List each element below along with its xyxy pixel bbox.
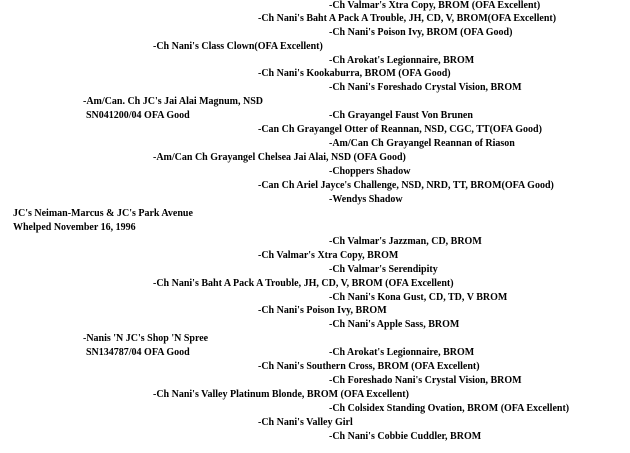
dam-dam: -Ch Nani's Valley Platinum Blonde, BROM (OFA Excellent) bbox=[153, 389, 409, 400]
dam-name: -Nanis 'N JC's Shop 'N Spree bbox=[83, 333, 209, 344]
whelped-date: Whelped November 16, 1996 bbox=[13, 222, 136, 233]
sire-dam-sire-dam: -Am/Can Ch Grayangel Reannan of Riason bbox=[329, 138, 515, 149]
dog-name: JC's Neiman-Marcus & JC's Park Avenue bbox=[13, 208, 193, 219]
sire-sire-sire-sire: -Ch Valmar's Xtra Copy, BROM (OFA Excellent) bbox=[329, 0, 541, 11]
dam-sire-dam: -Ch Nani's Poison Ivy, BROM bbox=[258, 305, 387, 316]
dam-sire-sire-dam: -Ch Valmar's Serendipity bbox=[329, 264, 438, 275]
sire-sire-dam: -Ch Nani's Kookaburra, BROM (OFA Good) bbox=[258, 68, 451, 79]
dam-sire-sire: -Ch Valmar's Xtra Copy, BROM bbox=[258, 250, 399, 261]
dam-sire: -Ch Nani's Baht A Pack A Trouble, JH, CD, V, BROM (OFA Excellent) bbox=[153, 278, 454, 289]
dam-dam-sire-dam: -Ch Foreshado Nani's Crystal Vision, BROM bbox=[329, 375, 522, 386]
dam-sire-dam-sire: -Ch Nani's Kona Gust, CD, TD, V BROM bbox=[329, 292, 508, 303]
dam-dam-dam-sire: -Ch Colsidex Standing Ovation, BROM (OFA Excellent) bbox=[329, 403, 570, 414]
sire-sire-sire: -Ch Nani's Baht A Pack A Trouble, JH, CD, V, BROM(OFA Excellent) bbox=[258, 13, 557, 24]
dam-sire-sire-sire: -Ch Valmar's Jazzman, CD, BROM bbox=[329, 236, 482, 247]
sire-dam-dam: -Can Ch Ariel Jayce's Challenge, NSD, NRD, TT, BROM(OFA Good) bbox=[258, 180, 554, 191]
sire-sire-sire-dam: -Ch Nani's Poison Ivy, BROM (OFA Good) bbox=[329, 27, 513, 38]
sire-sire-dam-sire: -Ch Arokat's Legionnaire, BROM bbox=[329, 55, 475, 66]
sire-dam-sire: -Can Ch Grayangel Otter of Reannan, NSD, CGC, TT(OFA Good) bbox=[258, 124, 542, 135]
dam-registration: SN134787/04 OFA Good bbox=[86, 347, 190, 358]
sire-registration: SN041200/04 OFA Good bbox=[86, 110, 190, 121]
dam-dam-sire: -Ch Nani's Southern Cross, BROM (OFA Excellent) bbox=[258, 361, 480, 372]
dam-dam-sire-sire: -Ch Arokat's Legionnaire, BROM bbox=[329, 347, 475, 358]
dam-sire-dam-dam: -Ch Nani's Apple Sass, BROM bbox=[329, 319, 460, 330]
sire-dam-dam-dam: -Wendys Shadow bbox=[329, 194, 403, 205]
sire-sire: -Ch Nani's Class Clown(OFA Excellent) bbox=[153, 41, 323, 52]
sire-dam-dam-sire: -Choppers Shadow bbox=[329, 166, 411, 177]
dam-dam-dam: -Ch Nani's Valley Girl bbox=[258, 417, 353, 428]
sire-dam-sire-sire: -Ch Grayangel Faust Von Brunen bbox=[329, 110, 473, 121]
dam-dam-dam-dam: -Ch Nani's Cobbie Cuddler, BROM bbox=[329, 431, 482, 442]
sire-sire-dam-dam: -Ch Nani's Foreshado Crystal Vision, BROM bbox=[329, 82, 522, 93]
sire-name: -Am/Can. Ch JC's Jai Alai Magnum, NSD bbox=[83, 96, 264, 107]
sire-dam: -Am/Can Ch Grayangel Chelsea Jai Alai, NSD (OFA Good) bbox=[153, 152, 406, 163]
